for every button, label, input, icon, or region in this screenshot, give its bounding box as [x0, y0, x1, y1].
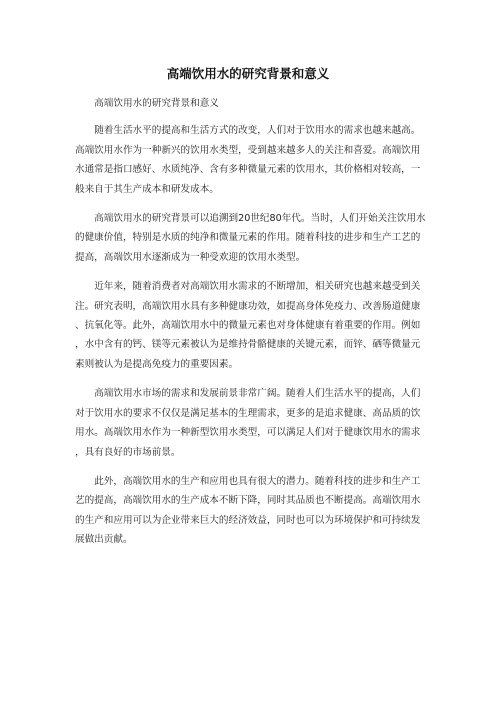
- document-title: 高端饮用水的研究背景和意义: [166, 66, 330, 81]
- paragraph-2: 高端饮用水的研究背景可以追溯到20世纪80年代。当时，人们开始关注饮用水的健康价值，特别是水质的纯净和微量元素的作用。随着科技的进步和生产工艺的提高，高端饮用水逐渐成为一种受欢迎的饮用水类型。: [75, 213, 426, 263]
- paragraph-3: 近年来，随着消费者对高端饮用水需求的不断增加，相关研究也越来越受到关注。研究表明，高端饮用水具有多种健康功效，如提高身体免疫力、改善肠道健康、抗氧化等。此外，高端饮用水中的微量元素也对身体健康有着重要的作用。例如，水中含有的钙、镁等元素被认为是维持骨骼健康的关键元素，而锌、硒等微量元素则被认为是提高免疫力的重要因素。: [75, 281, 421, 370]
- paragraph-1: 随着生活水平的提高和生活方式的改变，人们对于饮用水的需求也越来越高。高端饮用水作为一种新兴的饮用水类型，受到越来越多人的关注和喜爱。高端饮用水通常是指口感好、水质纯净、含有多种微量元素的饮用水，其价格相对较高，一般来自于其生产成本和研发成本。: [75, 125, 421, 195]
- document-body: [75, 94, 427, 560]
- section-heading: 高端饮用水的研究背景和意义: [94, 98, 219, 109]
- paragraph-4: 高端饮用水市场的需求和发展前景非常广阔。随着人们生活水平的提高，人们对于饮用水的要求不仅仅是满足基本的生理需求，更多的是追求健康、高品质的饮用水。高端饮用水作为一种新型饮用水类型，可以满足人们对于健康饮用水的需求，具有良好的市场前景。: [75, 388, 421, 458]
- paragraph-5: 此外，高端饮用水的生产和应用也具有很大的潜力。随着科技的进步和生产工艺的提高，高端饮用水的生产成本不断下降，同时其品质也不断提高。高端饮用水的生产和应用可以为企业带来巨大的经济效益，同时也可以为环境保护和可持续发展做出贡献。: [75, 475, 421, 546]
